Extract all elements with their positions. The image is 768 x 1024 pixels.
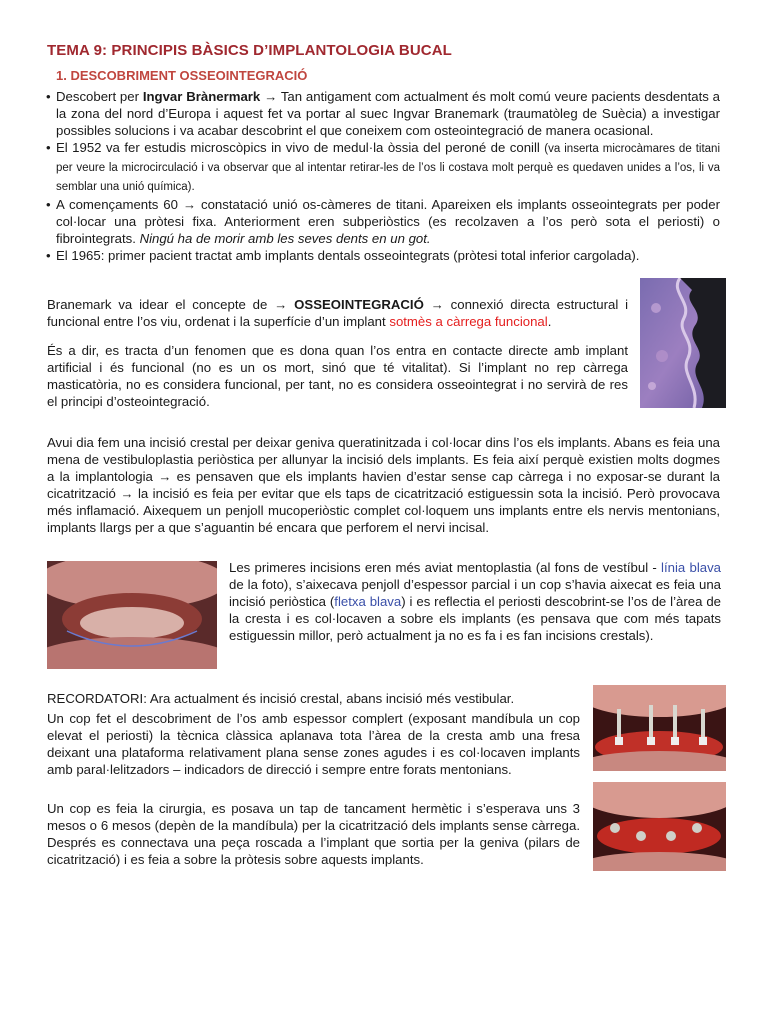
reminder-paragraph: RECORDATORI: Ara actualment és incisió crestal, abans incisió més vestibular. xyxy=(47,691,515,706)
healing-paragraph: Un cop es feia la cirurgia, es posava un tap de tancament hermètic i s’esperava uns 3 mesos o 6 mesos (depèn de la mandíbula) per la cicatrització dels implants sense càrrega. Després es connectava una peça roscada a l’implant que sortia per la geniva (pilars de cicatrització) i es feia a sobre la pròtesis sobre aquests implants. xyxy=(47,801,580,867)
osseointegration-explanation: És a dir, es tracta d’un fenomen que es dona quan l’os entra en contacte directe amb implant artificial i és funcional (no es un os mort, sinó que té vitalitat). Si l’implant no rep càrrega masticatòria, no es considera funcional, per tant, no es considera osseointegrat i no servirà de res el principi d’osteointegració. xyxy=(47,343,628,409)
implant-parallelizers-photo xyxy=(593,685,726,771)
bullet-icon: • xyxy=(46,248,51,263)
bullet-list xyxy=(46,88,720,264)
first-incisions-paragraph: Les primeres incisions eren més aviat mentoplastia (al fons de vestíbul - línia blava de la foto), s’aixecava penjoll d’espessor parcial i un cop s’havia aixecat es feia una incisió periòstica (fletxa blava) i es reflectia el periosti descobrint-se l’os de l’àrea de la cresta i es col·locaven a sobre els implants (es pensava que com més tapats estiguessin millor, però actualment ja no es fa i es fan incisions crestals). xyxy=(229,560,722,643)
bullet-icon: • xyxy=(46,197,51,212)
osseointegration-definition: Branemark va idear el concepte de → OSSEOINTEGRACIÓ → connexió directa estructural i funcional entre l’os viu, ordenat i la superfície d’un implant sotmès a càrrega funcional. xyxy=(47,297,628,329)
page-title: TEMA 9: PRINCIPIS BÀSICS D’IMPLANTOLOGIA BUCAL xyxy=(47,42,452,59)
list-item: • Descobert per Ingvar Brànermark → Tan antigament com actualment és molt comú veure pacients desdentats a la zona del nord d’Europa i aquest fet va portar al suec Ingvar Branemark (traumatòleg de Suècia) a investigar possibles solucions i va acabar descobrint el que coneixem com osteointegració de manera ocasional. xyxy=(46,89,720,138)
technique-paragraph: Un cop fet el descobriment de l’os amb espessor complert (exposant mandíbula un cop elevat el periosti) la tècnica clàssica aplanava tota l’àrea de la cresta amb una fresa deixant una plataforma relativament plana sense zones agudes i es col·locaven implants amb paral·lelitzadors – indicadors de direcció i sempre entre forats mentonians. xyxy=(47,711,580,777)
list-item: • A començaments 60 → constatació unió os-càmeres de titani. Apareixen els implants osseointegrats per poder col·locar una pròtesi fixa. Anteriorment eren subperiòstics (es recolzaven a l’os però sota el periosti) o fibrointegrats. Ningú ha de morir amb les seves dents en un got. xyxy=(46,197,720,246)
list-item: • El 1952 va fer estudis microscòpics in vivo de medul·la òssia del peroné de conill (va inserta microcàmares de titani per veure la microcirculació i va observar que al intentar retirar-les de l’os li costava molt perquè es quedaven unides a l’os, li va semblar una unió química). xyxy=(46,140,720,193)
histology-image xyxy=(640,278,726,408)
healing-caps-photo xyxy=(593,782,726,871)
section-heading: 1. DESCOBRIMENT OSSEOINTEGRACIÓ xyxy=(56,68,308,83)
bullet-icon: • xyxy=(46,89,51,104)
bullet-icon: • xyxy=(46,140,51,155)
mentoplasty-photo xyxy=(47,561,217,669)
incision-paragraph: Avui dia fem una incisió crestal per deixar geniva queratinitzada i col·locar dins l’os els implants. Abans es feia una mena de vestibuloplastia periòstica per allunyar la incisió dels implants. Es feia així perquè existien molts dogmes a la implantologia → es pensaven que els implants havien d’estar sense cap càrrega i no exposar-se durant la cicatrització → la incisió es feia per evitar que els taps de cicatrització estiguessin sota la incisió. Però provocava més inflamació. Aixequem un penjoll mucoperiòstic complet col·loquem uns implants entre els nervis mentonians, implants llargs per a que s’aguantin bé encara que perforem el nervi incisal. xyxy=(47,435,720,535)
list-item: • El 1965: primer pacient tractat amb implants dentals osseointegrats (pròtesi total inferior cargolada). xyxy=(46,248,640,263)
